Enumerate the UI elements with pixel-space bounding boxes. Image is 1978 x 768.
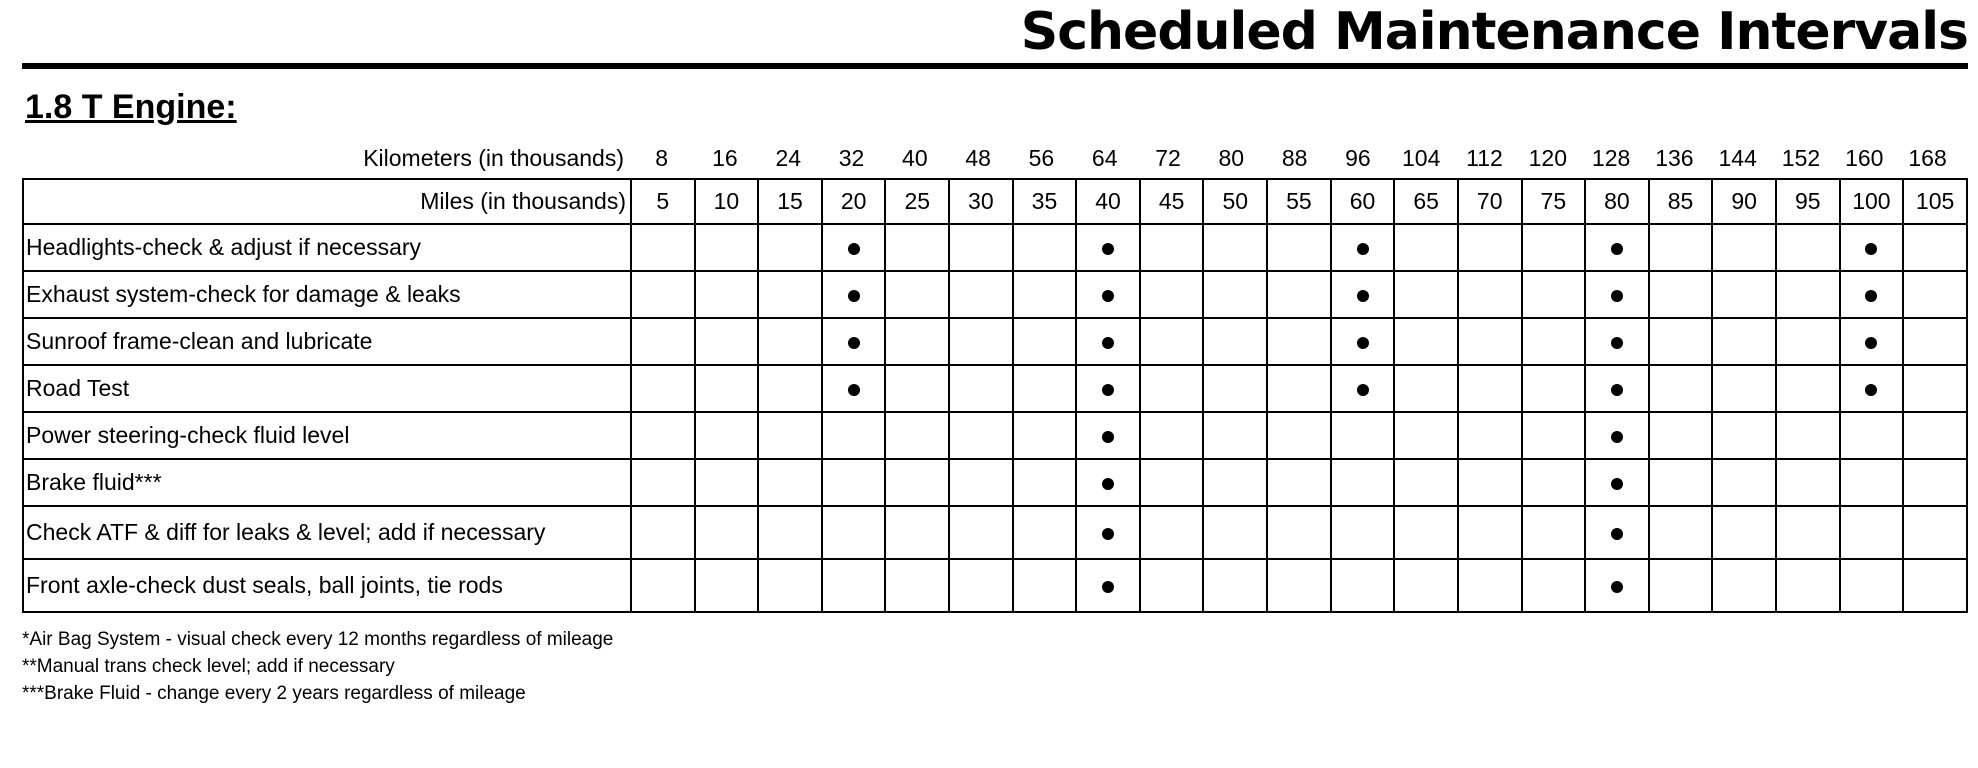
km-value: 128 — [1591, 144, 1631, 171]
interval-cell — [1840, 318, 1904, 365]
km-value: 64 — [1091, 144, 1118, 171]
km-value: 112 — [1466, 144, 1503, 171]
interval-cell — [1458, 559, 1522, 612]
interval-cell — [1140, 412, 1204, 459]
interval-cell — [1585, 459, 1649, 506]
interval-cell — [1394, 559, 1458, 612]
miles-value: 5 — [631, 179, 695, 224]
check-dot-icon — [1611, 478, 1623, 490]
interval-cell — [631, 224, 695, 271]
maintenance-row — [23, 412, 1967, 459]
interval-cell — [1776, 459, 1840, 506]
maintenance-item-label: Power steering-check fluid level — [23, 412, 631, 459]
interval-cell — [758, 224, 822, 271]
check-dot-icon — [1357, 337, 1369, 349]
interval-cell — [822, 459, 886, 506]
interval-cell — [885, 459, 949, 506]
interval-cell — [885, 224, 949, 271]
interval-cell — [758, 506, 822, 559]
interval-cell — [1203, 459, 1267, 506]
interval-cell — [1712, 318, 1776, 365]
interval-cell — [631, 365, 695, 412]
km-value: 104 — [1402, 144, 1441, 171]
km-value: 8 — [655, 144, 669, 171]
miles-value: 10 — [695, 179, 759, 224]
interval-cell — [1013, 459, 1077, 506]
interval-cell — [758, 459, 822, 506]
maintenance-row — [23, 318, 1967, 365]
check-dot-icon — [1865, 337, 1877, 349]
interval-cell — [1076, 318, 1140, 365]
interval-cell — [1903, 506, 1967, 559]
interval-cell — [1076, 459, 1140, 506]
miles-header-row — [23, 179, 1967, 224]
miles-value: 105 — [1903, 179, 1967, 224]
interval-cell — [1840, 271, 1904, 318]
check-dot-icon — [1102, 431, 1114, 443]
interval-cell — [1267, 459, 1331, 506]
interval-cell — [1522, 318, 1586, 365]
interval-cell — [1331, 365, 1395, 412]
km-value: 56 — [1028, 144, 1055, 171]
miles-value: 35 — [1013, 179, 1077, 224]
interval-cell — [695, 412, 759, 459]
interval-cell — [1649, 412, 1713, 459]
maintenance-item-label: Check ATF & diff for leaks & level; add if necessary — [23, 506, 631, 559]
footnote: ***Brake Fluid - change every 2 years regardless of mileage — [22, 683, 526, 704]
interval-cell — [1776, 412, 1840, 459]
check-dot-icon — [1102, 290, 1114, 302]
interval-cell — [1776, 506, 1840, 559]
interval-cell — [1076, 412, 1140, 459]
interval-cell — [1076, 365, 1140, 412]
interval-cell — [1903, 224, 1967, 271]
interval-cell — [1522, 559, 1586, 612]
interval-cell — [1840, 412, 1904, 459]
interval-cell — [1013, 271, 1077, 318]
interval-cell — [1267, 318, 1331, 365]
interval-cell — [1203, 224, 1267, 271]
interval-cell — [1394, 412, 1458, 459]
interval-cell — [1140, 224, 1204, 271]
interval-cell — [631, 459, 695, 506]
maintenance-row — [23, 224, 1967, 271]
interval-cell — [1203, 318, 1267, 365]
interval-cell — [1840, 559, 1904, 612]
interval-cell — [758, 412, 822, 459]
check-dot-icon — [848, 290, 860, 302]
check-dot-icon — [1611, 384, 1623, 396]
interval-cell — [1585, 318, 1649, 365]
interval-cell — [695, 224, 759, 271]
check-dot-icon — [1357, 243, 1369, 255]
miles-value: 20 — [822, 179, 886, 224]
interval-cell — [1840, 459, 1904, 506]
interval-cell — [885, 318, 949, 365]
title-rule — [22, 63, 1968, 69]
interval-cell — [1331, 412, 1395, 459]
interval-cell — [1776, 365, 1840, 412]
interval-cell — [1522, 459, 1586, 506]
page-title: Scheduled Maintenance Intervals — [1020, 2, 1968, 62]
interval-cell — [822, 318, 886, 365]
interval-cell — [1140, 365, 1204, 412]
miles-value: 50 — [1203, 179, 1267, 224]
interval-cell — [1331, 559, 1395, 612]
interval-cell — [1522, 506, 1586, 559]
interval-cell — [1013, 224, 1077, 271]
km-value: 48 — [965, 144, 991, 171]
interval-cell — [1140, 318, 1204, 365]
interval-cell — [1522, 271, 1586, 318]
interval-cell — [631, 506, 695, 559]
interval-cell — [1331, 224, 1395, 271]
km-value: 136 — [1655, 144, 1694, 171]
maintenance-row — [23, 459, 1967, 506]
interval-cell — [1203, 365, 1267, 412]
interval-cell — [885, 365, 949, 412]
interval-cell — [1267, 412, 1331, 459]
check-dot-icon — [848, 243, 860, 255]
interval-cell — [949, 412, 1013, 459]
interval-cell — [1458, 224, 1522, 271]
miles-value: 75 — [1522, 179, 1586, 224]
check-dot-icon — [848, 337, 860, 349]
check-dot-icon — [1102, 384, 1114, 396]
interval-cell — [1203, 271, 1267, 318]
interval-cell — [1076, 271, 1140, 318]
maintenance-table — [22, 178, 1968, 613]
interval-cell — [1840, 224, 1904, 271]
interval-cell — [1267, 271, 1331, 318]
interval-cell — [822, 365, 886, 412]
interval-cell — [1840, 506, 1904, 559]
maintenance-item-label: Brake fluid*** — [23, 459, 631, 506]
interval-cell — [885, 506, 949, 559]
interval-cell — [695, 559, 759, 612]
interval-cell — [758, 318, 822, 365]
miles-value: 60 — [1331, 179, 1395, 224]
check-dot-icon — [1865, 290, 1877, 302]
miles-value: 100 — [1840, 179, 1904, 224]
interval-cell — [1140, 271, 1204, 318]
maintenance-item-label: Front axle-check dust seals, ball joints, tie rods — [23, 559, 631, 612]
interval-cell — [1013, 412, 1077, 459]
interval-cell — [1267, 224, 1331, 271]
interval-cell — [949, 224, 1013, 271]
miles-value: 90 — [1712, 179, 1776, 224]
interval-cell — [1903, 559, 1967, 612]
interval-cell — [1585, 559, 1649, 612]
interval-cell — [1267, 506, 1331, 559]
interval-cell — [1903, 412, 1967, 459]
interval-cell — [1712, 506, 1776, 559]
interval-cell — [1649, 318, 1713, 365]
km-value: 168 — [1908, 144, 1947, 171]
interval-cell — [1649, 365, 1713, 412]
interval-cell — [1267, 365, 1331, 412]
interval-cell — [1585, 506, 1649, 559]
interval-cell — [822, 506, 886, 559]
kilometers-label: Kilometers (in thousands) — [363, 144, 624, 171]
interval-cell — [949, 559, 1013, 612]
footnote: **Manual trans check level; add if necessary — [22, 656, 395, 677]
interval-cell — [1903, 318, 1967, 365]
interval-cell — [695, 271, 759, 318]
interval-cell — [1331, 506, 1395, 559]
check-dot-icon — [1611, 528, 1623, 540]
interval-cell — [885, 412, 949, 459]
miles-value: 40 — [1076, 179, 1140, 224]
interval-cell — [695, 506, 759, 559]
interval-cell — [949, 318, 1013, 365]
km-value: 40 — [902, 144, 928, 171]
interval-cell — [1585, 271, 1649, 318]
interval-cell — [1776, 318, 1840, 365]
interval-cell — [1458, 412, 1522, 459]
km-value: 80 — [1218, 144, 1245, 171]
check-dot-icon — [1102, 243, 1114, 255]
interval-cell — [1267, 559, 1331, 612]
check-dot-icon — [1865, 243, 1877, 255]
section-heading: 1.8 T Engine: — [25, 88, 237, 126]
interval-cell — [1903, 365, 1967, 412]
interval-cell — [1712, 271, 1776, 318]
interval-cell — [949, 459, 1013, 506]
interval-cell — [1649, 271, 1713, 318]
interval-cell — [1013, 318, 1077, 365]
interval-cell — [1522, 224, 1586, 271]
footnote: *Air Bag System - visual check every 12 months regardless of mileage — [22, 629, 614, 650]
check-dot-icon — [1102, 337, 1114, 349]
miles-value: 55 — [1267, 179, 1331, 224]
interval-cell — [695, 365, 759, 412]
interval-cell — [1140, 559, 1204, 612]
interval-cell — [1776, 224, 1840, 271]
check-dot-icon — [1611, 243, 1623, 255]
interval-cell — [1076, 559, 1140, 612]
miles-value: 95 — [1776, 179, 1840, 224]
kilometers-header-row — [22, 138, 1968, 178]
interval-cell — [1458, 365, 1522, 412]
interval-cell — [1394, 318, 1458, 365]
interval-cell — [1585, 224, 1649, 271]
interval-cell — [822, 412, 886, 459]
check-dot-icon — [1357, 384, 1369, 396]
interval-cell — [1076, 224, 1140, 271]
interval-cell — [885, 559, 949, 612]
km-value: 16 — [712, 144, 738, 171]
interval-cell — [1712, 559, 1776, 612]
interval-cell — [758, 365, 822, 412]
miles-value: 30 — [949, 179, 1013, 224]
check-dot-icon — [848, 384, 860, 396]
interval-cell — [1712, 365, 1776, 412]
interval-cell — [949, 506, 1013, 559]
check-dot-icon — [1611, 337, 1623, 349]
interval-cell — [1394, 271, 1458, 318]
interval-cell — [1458, 459, 1522, 506]
interval-cell — [1394, 506, 1458, 559]
interval-cell — [885, 271, 949, 318]
interval-cell — [1331, 318, 1395, 365]
km-value: 72 — [1155, 144, 1181, 171]
interval-cell — [1712, 412, 1776, 459]
interval-cell — [1649, 224, 1713, 271]
interval-cell — [1776, 559, 1840, 612]
interval-cell — [822, 271, 886, 318]
interval-cell — [822, 559, 886, 612]
km-value: 88 — [1281, 144, 1308, 171]
interval-cell — [1203, 559, 1267, 612]
interval-cell — [1649, 506, 1713, 559]
check-dot-icon — [1611, 581, 1623, 593]
interval-cell — [1522, 365, 1586, 412]
interval-cell — [1712, 459, 1776, 506]
footnotes — [22, 628, 642, 709]
interval-cell — [1394, 365, 1458, 412]
miles-value: 45 — [1140, 179, 1204, 224]
miles-value: 25 — [885, 179, 949, 224]
interval-cell — [822, 224, 886, 271]
interval-cell — [1903, 459, 1967, 506]
km-value: 144 — [1718, 144, 1757, 171]
miles-value: 70 — [1458, 179, 1522, 224]
check-dot-icon — [1611, 290, 1623, 302]
check-dot-icon — [1611, 431, 1623, 443]
check-dot-icon — [1865, 384, 1877, 396]
maintenance-row — [23, 559, 1967, 612]
interval-cell — [1585, 365, 1649, 412]
miles-value: 65 — [1394, 179, 1458, 224]
interval-cell — [758, 271, 822, 318]
km-value: 24 — [775, 144, 802, 171]
interval-cell — [1649, 459, 1713, 506]
maintenance-item-label: Headlights-check & adjust if necessary — [23, 224, 631, 271]
interval-cell — [1776, 271, 1840, 318]
interval-cell — [1903, 271, 1967, 318]
interval-cell — [631, 318, 695, 365]
interval-cell — [1331, 459, 1395, 506]
maintenance-item-label: Road Test — [23, 365, 631, 412]
miles-value: 15 — [758, 179, 822, 224]
interval-cell — [1140, 506, 1204, 559]
interval-cell — [1585, 412, 1649, 459]
interval-cell — [631, 271, 695, 318]
km-value: 96 — [1345, 144, 1371, 171]
maintenance-item-label: Sunroof frame-clean and lubricate — [23, 318, 631, 365]
maintenance-row — [23, 365, 1967, 412]
interval-cell — [1458, 271, 1522, 318]
interval-cell — [1331, 271, 1395, 318]
interval-cell — [1458, 506, 1522, 559]
interval-cell — [1458, 318, 1522, 365]
interval-cell — [949, 365, 1013, 412]
km-value: 160 — [1845, 144, 1884, 171]
interval-cell — [695, 318, 759, 365]
interval-cell — [758, 559, 822, 612]
interval-cell — [1840, 365, 1904, 412]
interval-cell — [1140, 459, 1204, 506]
maintenance-item-label: Exhaust system-check for damage & leaks — [23, 271, 631, 318]
interval-cell — [1712, 224, 1776, 271]
interval-cell — [1076, 506, 1140, 559]
km-value: 32 — [838, 144, 865, 171]
miles-label: Miles (in thousands) — [23, 179, 631, 224]
interval-cell — [1203, 412, 1267, 459]
interval-cell — [1013, 365, 1077, 412]
km-value: 152 — [1781, 144, 1821, 171]
interval-cell — [1649, 559, 1713, 612]
maintenance-row — [23, 271, 1967, 318]
check-dot-icon — [1102, 581, 1114, 593]
maintenance-row — [23, 506, 1967, 559]
interval-cell — [1522, 412, 1586, 459]
miles-value: 85 — [1649, 179, 1713, 224]
interval-cell — [631, 559, 695, 612]
interval-cell — [1394, 459, 1458, 506]
check-dot-icon — [1357, 290, 1369, 302]
miles-value: 80 — [1585, 179, 1649, 224]
check-dot-icon — [1102, 528, 1114, 540]
check-dot-icon — [1102, 478, 1114, 490]
interval-cell — [695, 459, 759, 506]
interval-cell — [1394, 224, 1458, 271]
interval-cell — [1203, 506, 1267, 559]
km-value: 120 — [1528, 144, 1567, 171]
interval-cell — [1013, 559, 1077, 612]
interval-cell — [1013, 506, 1077, 559]
interval-cell — [631, 412, 695, 459]
interval-cell — [949, 271, 1013, 318]
